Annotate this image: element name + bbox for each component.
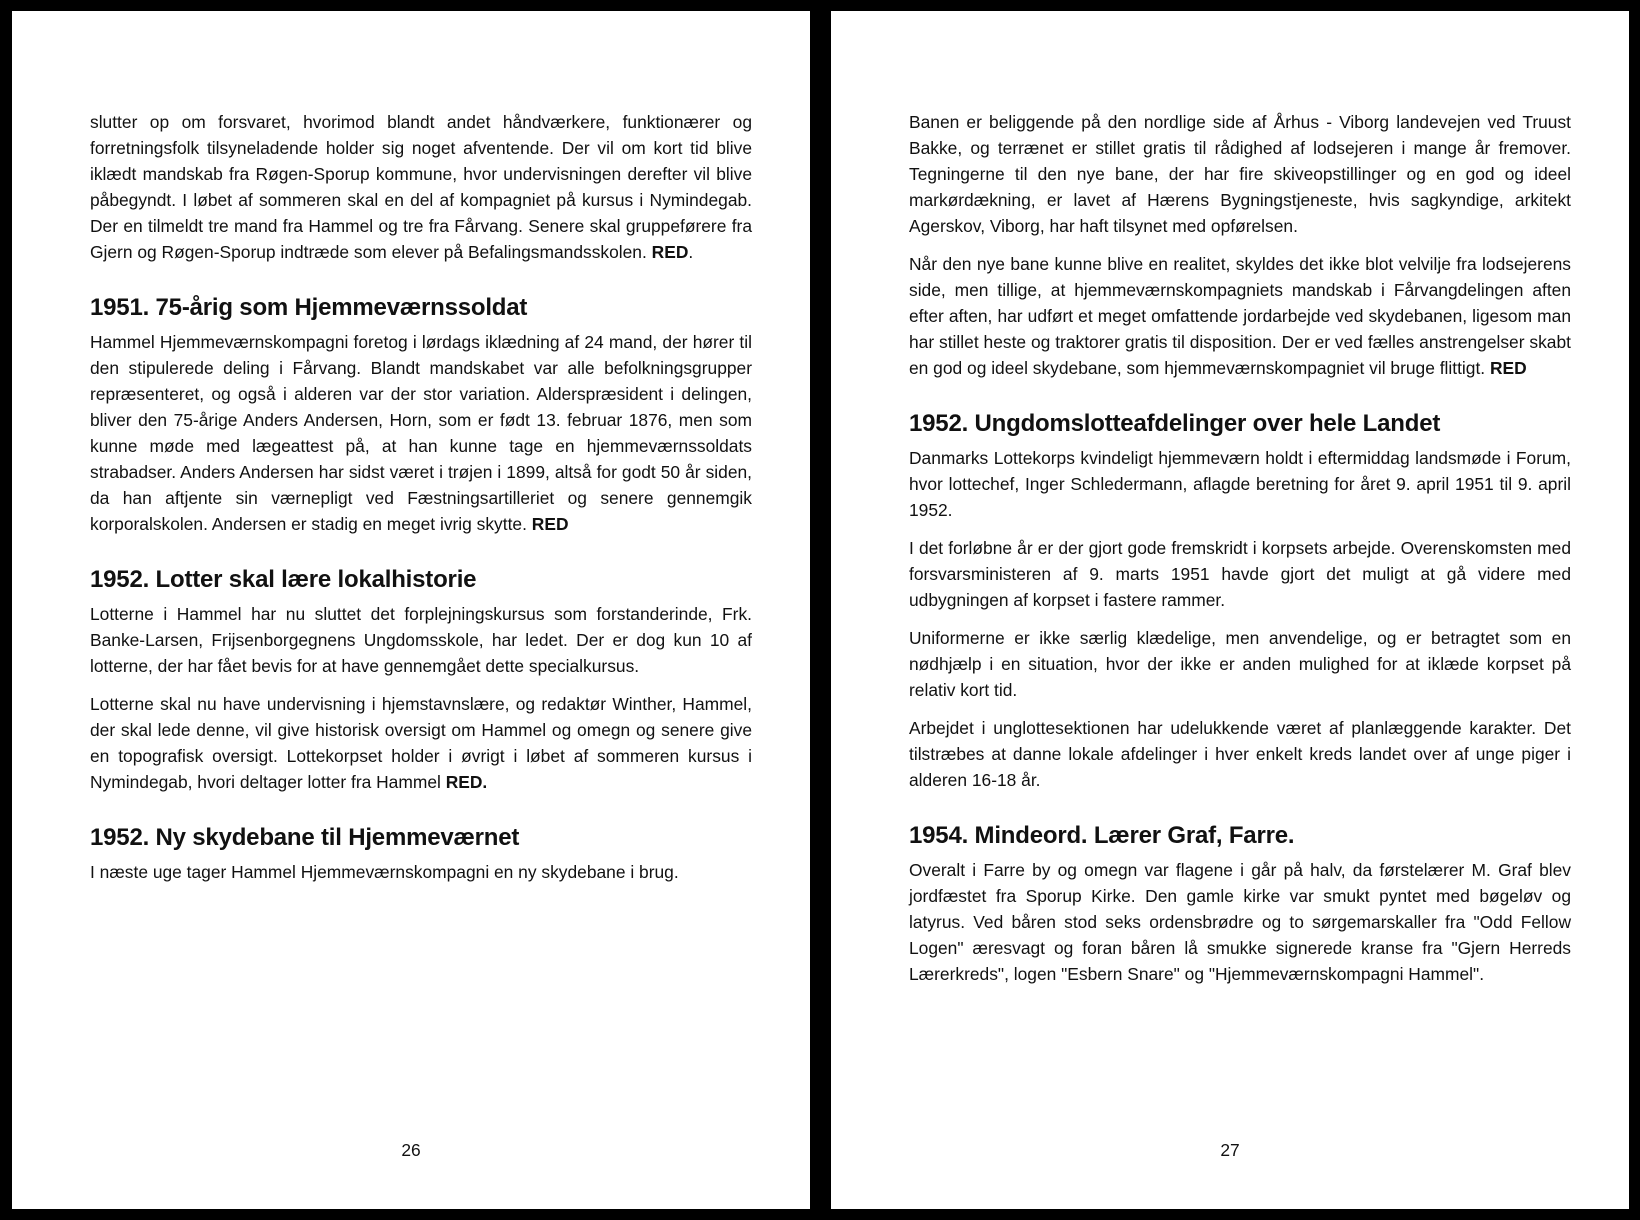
- page-number: 26: [401, 1140, 421, 1160]
- paragraph-text: Overalt i Farre by og omegn var flagene i går på halv, da førstelærer M. Graf blev jordfæstet fra Sporup Kirke. Den gamle kirke var smukt pyntet med bøgeløv og latyrus. Ved båren stod seks ordensbrødre og to sørgemarskaller fra "Odd Fellow Logen" æresvagt og foran båren lå smukke signerede kranse fra "Gjern Herreds Lærerkreds", logen "Esbern Snare" og "Hjemmeværnskompagni Hammel".: [909, 860, 1571, 984]
- paragraph-text: Banen er beliggende på den nordlige side af Århus - Viborg landevejen ved Truust Bakke, og terrænet er stillet gratis til rådighed af lodsejeren i mange år fremover. Tegningerne til den nye bane, der har fire skiveopstillinger og en god og ideel markørdækning, er lavet af Hærens Bygningstjeneste, hvis sagkyndige, arkitekt Agerskov, Viborg, har haft tilsynet med opførelsen.: [909, 112, 1571, 236]
- paragraph-text: Danmarks Lottekorps kvindeligt hjemmeværn holdt i eftermiddag landsmøde i Forum, hvor lottechef, Inger Schledermann, aflagde beretning for året 9. april 1951 til 9. april 1952.: [909, 448, 1571, 520]
- red-signature: RED: [651, 242, 689, 262]
- paragraph: [909, 445, 1571, 523]
- red-signature: RED: [531, 514, 569, 534]
- right-page: [831, 11, 1629, 1209]
- section-heading: 1954. Mindeord. Lærer Graf, Farre.: [909, 822, 1295, 849]
- left-page-content: [90, 109, 752, 897]
- paragraph: [909, 535, 1571, 613]
- right-page-content: [909, 109, 1571, 999]
- paragraph: [90, 329, 752, 537]
- paragraph-text: Når den nye bane kunne blive en realitet, skyldes det ikke blot velvilje fra lodsejerens side, men tillige, at hjemmeværnskompagniets mandskab i Fårvangdelingen aften efter aften, har udført et meget omfattende jordarbejde ved skydebanen, ligesom man har stillet heste og traktorer gratis til disposition. Der er ved fælles anstrengelser skabt en god og ideel skydebane, som hjemmeværnskompagniet vil bruge flittigt.: [909, 254, 1571, 378]
- paragraph: [90, 859, 752, 885]
- page-number: 27: [1220, 1140, 1240, 1160]
- section-heading: 1952. Ungdomslotteafdelinger over hele Landet: [909, 410, 1441, 437]
- paragraph: [909, 251, 1571, 381]
- paragraph: [909, 715, 1571, 793]
- paragraph-text: Hammel Hjemmeværnskompagni foretog i lørdags iklædning af 24 mand, der hører til den stipulerede deling i Fårvang. Blandt mandskabet var alle befolkningsgrupper repræsenteret, og også i alderen var der stor variation. Alderspræsident i delingen, bliver den 75-årige Anders Andersen, Horn, som er født 13. februar 1876, men som kunne møde med lægeattest på, at han kunne tage en hjemmeværnssoldats strabadser. Anders Andersen har sidst været i trøjen i 1899, altså for godt 50 år siden, da han aftjente sin værnepligt ved Fæstningsartilleriet og senere gennemgik korporalskolen. Andersen er stadig en meget ivrig skytte.: [90, 332, 752, 534]
- paragraph: [90, 691, 752, 795]
- paragraph-text: Uniformerne er ikke særlig klædelige, men anvendelige, og er betragtet som en nødhjælp i en situation, hvor der ikke er anden mulighed for at iklæde korpset på relativ kort tid.: [909, 628, 1571, 700]
- paragraph-text: I næste uge tager Hammel Hjemmeværnskompagni en ny skydebane i brug.: [90, 862, 679, 882]
- paragraph: [909, 857, 1571, 987]
- section-heading: 1952. Ny skydebane til Hjemmeværnet: [90, 824, 520, 851]
- paragraph: [90, 109, 752, 265]
- paragraph-text: Lotterne skal nu have undervisning i hjemstavnslære, og redaktør Winther, Hammel, der skal lede denne, vil give historisk oversigt om Hammel og omegn og senere give en topografisk oversigt. Lottekorpset holder i øvrigt i løbet af sommeren kursus i Nymindegab, hvori deltager lotter fra Hammel: [90, 694, 752, 792]
- section-heading: 1951. 75-årig som Hjemmeværnssoldat: [90, 294, 528, 321]
- section-heading: 1952. Lotter skal lære lokalhistorie: [90, 566, 477, 593]
- paragraph: [909, 109, 1571, 239]
- paragraph-text: Lotterne i Hammel har nu sluttet det forplejningskursus som forstanderinde, Frk. Banke-Larsen, Frijsenborgegnens Ungdomsskole, har ledet. Der er dog kun 10 af lotterne, der har fået bevis for at have gennemgået dette specialkursus.: [90, 604, 752, 676]
- paragraph: [909, 625, 1571, 703]
- paragraph-text: Arbejdet i unglottesektionen har udelukkende været af planlæggende karakter. Det tilstræbes at danne lokale afdelinger i hver enkelt kreds landet over af unge piger i alderen 16-18 år.: [909, 718, 1571, 790]
- paragraph: [90, 601, 752, 679]
- red-signature: RED: [1489, 358, 1527, 378]
- red-signature: RED.: [445, 772, 488, 792]
- paragraph-text: I det forløbne år er der gjort gode fremskridt i korpsets arbejde. Overenskomsten med forsvarsministeren af 9. marts 1951 havde gjort det muligt at gå videre med udbygningen af korpset i fastere rammer.: [909, 538, 1571, 610]
- paragraph-trailing: .: [688, 242, 694, 262]
- left-page: [12, 11, 810, 1209]
- paragraph-text: slutter op om forsvaret, hvorimod blandt andet håndværkere, funktionærer og forretningsfolk tilsyneladende holder sig noget afventende. Der vil om kort tid blive iklædt mandskab fra Røgen-Sporup kommune, hvor undervisningen derefter vil blive påbegyndt. I løbet af sommeren skal en del af kompagniet på kursus i Nymindegab. Der en tilmeldt tre mand fra Hammel og tre fra Fårvang. Senere skal gruppeførere fra Gjern og Røgen-Sporup indtræde som elever på Befalingsmandsskolen.: [90, 112, 752, 262]
